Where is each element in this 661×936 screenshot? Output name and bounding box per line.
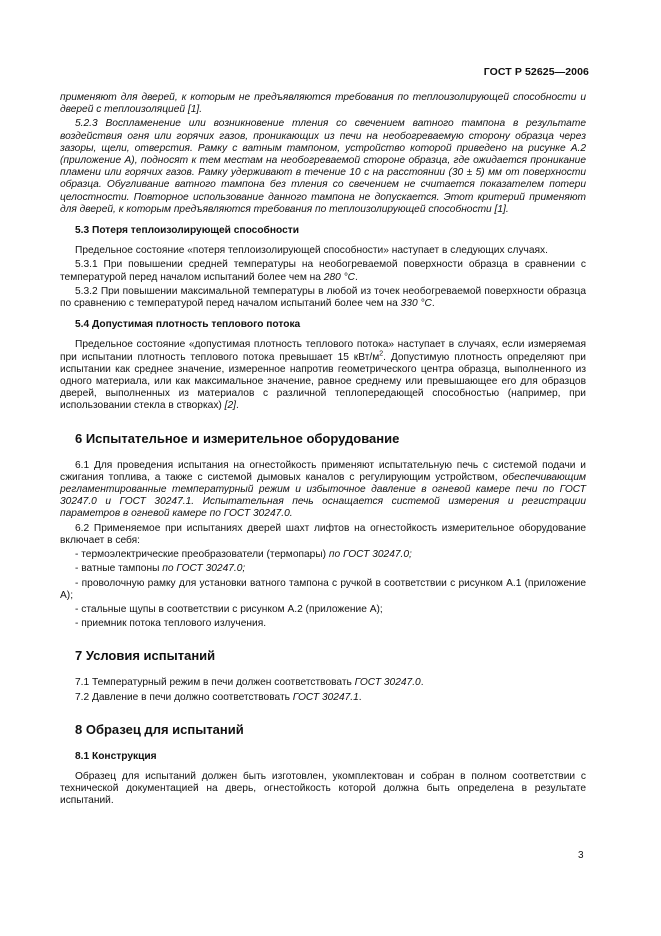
paragraph-5-3-1-end: . — [355, 271, 358, 283]
list-item-wire-frame: - проволочную рамку для установки ватного тампона с ручкой в соответствии с рисунком А.1 (приложение А); — [60, 577, 586, 601]
list-item-thermocouples — [75, 549, 586, 561]
paragraph-7-1-ref: ГОСТ 30247.0 — [354, 677, 421, 689]
reference-2: [2] — [224, 400, 236, 412]
heading-5-4: 5.4 Допустимая плотность теплового потока — [75, 319, 301, 331]
list-item-steel-probes: - стальные щупы в соответствии с рисунком А.2 (приложение А); — [75, 603, 383, 615]
heading-8-1: 8.1 Конструкция — [75, 750, 157, 762]
paragraph-6-1-text: 6.1 Для проведения испытания на огнестойкость применяют испытательную печь с системой подачи и сжигания топлива, а также с системой дымовых каналов с регулирующим устройством, — [60, 459, 586, 483]
section-heading-7: 7 Условия испытаний — [75, 648, 216, 664]
paragraph-intro: применяют для дверей, к которым не предъявляются требования по теплоизолирующей способности и дверей с теплоизоляцией [1]. — [60, 92, 586, 116]
temperature-value-330: 330 °С — [400, 298, 432, 310]
heading-5-3: 5.3 Потеря теплоизолирующей способности — [75, 225, 300, 237]
paragraph-5-3-2-text: 5.3.2 При повышении максимальной температуры в любой из точек необогреваемой поверхности образца по сравнению с температурой перед началом испытаний более чем на — [60, 285, 586, 310]
paragraph-7-2-ref: ГОСТ 30247.1 — [292, 691, 359, 703]
list-item-thermocouples-ref: по ГОСТ 30247.0; — [328, 549, 412, 561]
list-item-heat-flux-receiver: - приемник потока теплового излучения. — [75, 618, 267, 630]
paragraph-5-3-1-text: 5.3.1 При повышении средней температуры на необогреваемой поверхности образца в сравнении с температурой перед началом испытаний более чем на — [60, 259, 586, 283]
temperature-value-280: 280 °С — [323, 271, 356, 283]
paragraph-7-1 — [60, 677, 586, 689]
page-number: 3 — [578, 850, 584, 861]
paragraph-5-3-2-end: . — [431, 298, 435, 310]
paragraph-6-2: 6.2 Применяемое при испытаниях дверей шахт лифтов на огнестойкость измерительное оборудование включает в себя: — [60, 522, 586, 546]
paragraph-5-2-3: 5.2.3 Воспламенение или возникновение тления со свечением ватного тампона в результате воздействия огня или горячих газов, проникающих из печи на необогреваемую сторону образца через зазоры, щели, отверстия. Рамку с ватным тампоном, устройство которой приведено на рисунке А.2 (приложение А), подносят к тем местам на необогреваемой стороне образца, где ожидается проникание пламени или горячих газов. Рамку удерживают в течение 10 с на расстоянии (30 ± 5) мм от поверхности образца. Обугливание ватного тампона без тления со свечением не считается показателем потери целостности. Повторное использование данного тампона не допускается. Этот критерий применяют для дверей, к которым предъявляются требования по теплоизолирующей способности [1]. — [60, 118, 586, 215]
paragraph-8-1: Образец для испытаний должен быть изготовлен, укомплектован и собран в полном соответствии с технической документацией на дверь, огнестойкость которой должна быть определена в результате испытаний. — [60, 770, 586, 807]
paragraph-5-3-1 — [60, 259, 586, 283]
paragraph-7-1-text: 7.1 Температурный режим в печи должен соответствовать — [75, 677, 355, 689]
paragraph-5-4-text-b: . Допустимую плотность определяют при испытании как среднее значение, измеренное напротив геометрического центра образца, выполненного из одного материала, или как максимальное значение, равное среднему или превышающее его для образцов дверей, выполненных из материалов с различной теплопередающей способностью (например, при использовании стекла в створках) — [60, 351, 586, 412]
list-item-thermocouples-text: - термоэлектрические преобразователи (термопары) — [75, 549, 329, 561]
paragraph-5-4-end: . — [235, 400, 239, 412]
document-id: ГОСТ Р 52625—2006 — [483, 66, 589, 78]
paragraph-7-2-text: 7.2 Давление в печи должно соответствовать — [75, 691, 293, 703]
list-item-cotton-pads — [75, 563, 586, 575]
section-heading-6: 6 Испытательное и измерительное оборудование — [75, 430, 400, 446]
page-content — [60, 92, 586, 808]
paragraph-5-4 — [60, 339, 586, 412]
superscript-2: 2 — [379, 350, 384, 358]
paragraph-5-3-intro: Предельное состояние «потеря теплоизолирующей способности» наступает в следующих случаях. — [75, 245, 548, 257]
paragraph-6-1 — [60, 460, 586, 521]
paragraph-5-3-2 — [60, 286, 586, 310]
paragraph-6-1-italic: обеспечивающим регламентированные температурный режим и избыточное давление в огневой камере печи по ГОСТ 30247.0 и ГОСТ 30247.1. Испытательная печь оснащается системой измерения и регистрации параметров в огневой камере по ГОСТ 30247.0. — [60, 471, 586, 520]
paragraph-5-4-text-a: Предельное состояние «допустимая плотность теплового потока» наступает в случаях, если измеряемая при испытании плотность теплового потока превышает 15 кВт/м — [60, 339, 586, 363]
paragraph-7-1-end: . — [420, 677, 424, 689]
paragraph-7-2 — [60, 692, 586, 704]
list-item-cotton-pads-ref: по ГОСТ 30247.0; — [162, 563, 246, 575]
list-item-cotton-pads-text: - ватные тампоны — [75, 563, 163, 575]
paragraph-7-2-end: . — [358, 691, 362, 703]
section-heading-8: 8 Образец для испытаний — [75, 721, 244, 737]
